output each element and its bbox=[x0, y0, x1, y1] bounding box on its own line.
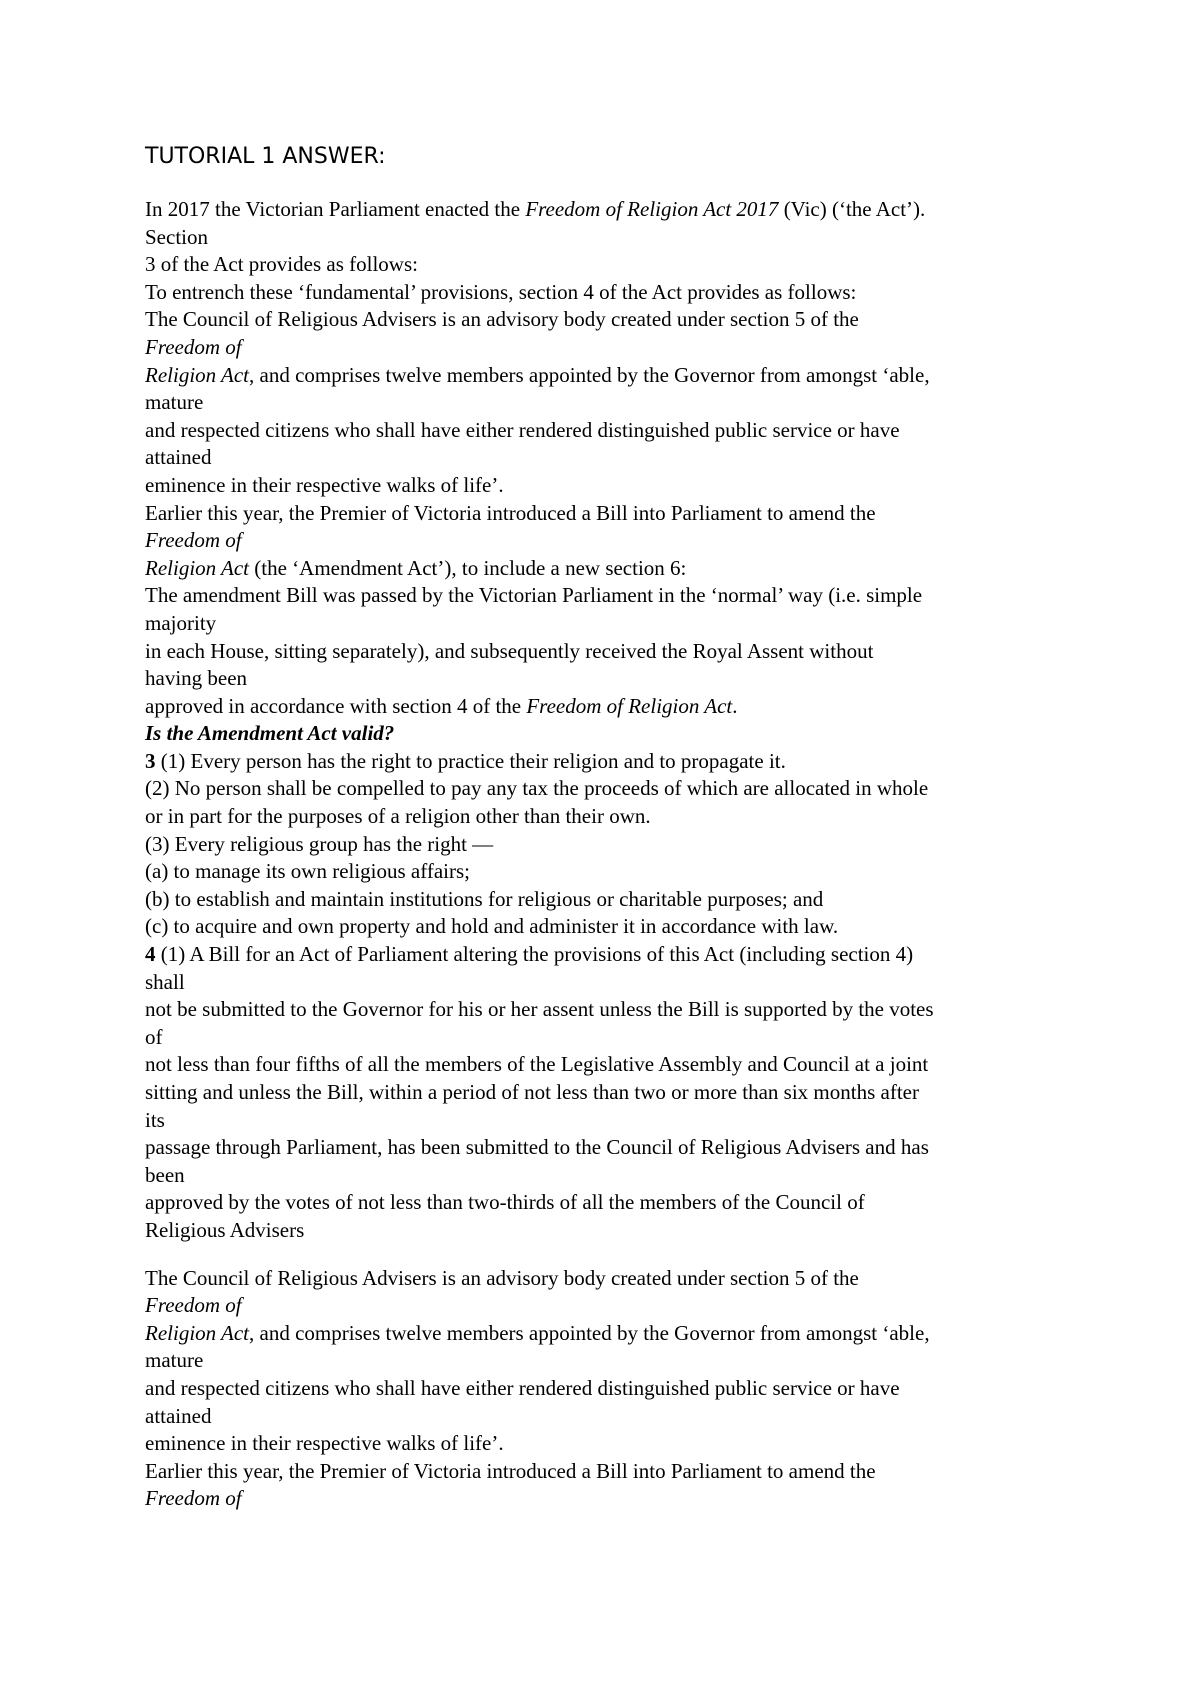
text-line bbox=[145, 1292, 1145, 1320]
text-line bbox=[145, 610, 1145, 638]
text-line bbox=[145, 693, 1145, 721]
text-run: 4 bbox=[145, 942, 156, 967]
text-run: and respected citizens who shall have either rendered distinguished public service or have bbox=[145, 417, 900, 442]
text-run: passage through Parliament, has been submitted to the Council of Religious Advisers and has bbox=[145, 1135, 929, 1160]
text-line bbox=[145, 1189, 1145, 1217]
text-line bbox=[145, 362, 1145, 390]
text-run: sitting and unless the Bill, within a period of not less than two or more than six months after bbox=[145, 1080, 919, 1104]
text-line bbox=[145, 775, 1145, 803]
text-line bbox=[145, 1051, 1145, 1079]
text-line bbox=[145, 720, 1145, 748]
text-run: (1) Every person has the right to practice their religion and to propagate it. bbox=[155, 748, 786, 773]
text-run: Religion Act bbox=[145, 555, 250, 580]
text-line bbox=[145, 748, 1145, 776]
text-run: shall bbox=[145, 969, 185, 994]
text-run: The amendment Bill was passed by the Victorian Parliament in the ‘normal’ way (i.e. simple bbox=[145, 583, 923, 608]
text-run: Section bbox=[145, 224, 208, 249]
text-run: (b) to establish and maintain institutions for religious or charitable purposes; and bbox=[145, 886, 824, 911]
text-run: of bbox=[145, 1024, 163, 1049]
text-line bbox=[145, 1024, 1145, 1052]
text-line bbox=[145, 500, 1145, 528]
text-line bbox=[145, 224, 1145, 252]
text-line bbox=[145, 886, 1145, 914]
text-line bbox=[145, 1107, 1145, 1135]
text-line bbox=[145, 941, 1145, 969]
text-run: (3) Every religious group has the right — bbox=[145, 831, 494, 856]
text-line bbox=[145, 1162, 1145, 1190]
text-run: (1) A Bill for an Act of Parliament altering the provisions of this Act (including section 4) bbox=[155, 942, 914, 967]
text-line bbox=[145, 1458, 1145, 1486]
text-line bbox=[145, 638, 1145, 666]
text-run: Freedom of bbox=[145, 334, 242, 359]
text-line bbox=[145, 1430, 1145, 1458]
text-line bbox=[145, 389, 1145, 417]
text-line bbox=[145, 306, 1145, 334]
text-run: (a) to manage its own religious affairs; bbox=[145, 859, 471, 884]
text-line bbox=[145, 858, 1145, 886]
text-line bbox=[145, 251, 1145, 279]
document-title: TUTORIAL 1 ANSWER: bbox=[145, 144, 386, 169]
text-run: attained bbox=[145, 445, 212, 470]
text-line bbox=[145, 969, 1145, 997]
text-run: Religious Advisers bbox=[145, 1217, 305, 1242]
text-run: Earlier this year, the Premier of Victoria introduced a Bill into Parliament to amend the bbox=[145, 500, 876, 525]
text-run: , and comprises twelve members appointed by the Governor from amongst ‘able, bbox=[249, 1320, 930, 1345]
text-line bbox=[145, 555, 1145, 583]
text-run: not less than four fifths of all the members of the Legislative Assembly and Council at a joint bbox=[145, 1052, 929, 1077]
text-line bbox=[145, 417, 1145, 445]
text-line bbox=[145, 1079, 1145, 1107]
text-run: Freedom of Religion Act 2017 bbox=[525, 197, 779, 221]
text-run: its bbox=[145, 1107, 165, 1132]
text-run: majority bbox=[145, 610, 217, 635]
text-run: or in part for the purposes of a religion other than their own. bbox=[145, 804, 651, 829]
text-run: In 2017 the Victorian Parliament enacted the bbox=[145, 197, 526, 221]
text-line bbox=[145, 831, 1145, 859]
text-line bbox=[145, 279, 1145, 307]
text-run: The Council of Religious Advisers is an advisory body created under section 5 of the bbox=[145, 1265, 859, 1290]
text-run: , and comprises twelve members appointed by the Governor from amongst ‘able, bbox=[249, 362, 930, 387]
text-run: Freedom of Religion Act bbox=[526, 693, 733, 718]
text-run: 3 bbox=[145, 748, 156, 773]
text-line bbox=[145, 1347, 1145, 1375]
text-run: (c) to acquire and own property and hold and administer it in accordance with law. bbox=[145, 914, 839, 939]
text-run: mature bbox=[145, 1348, 204, 1373]
text-line bbox=[145, 472, 1145, 500]
text-run: Freedom of bbox=[145, 528, 242, 553]
text-run: Freedom of bbox=[145, 1486, 242, 1511]
text-run: (Vic) (‘the Act’). bbox=[778, 197, 926, 221]
text-run: To entrench these ‘fundamental’ provisions, section 4 of the Act provides as follows: bbox=[145, 279, 857, 304]
text-run: Religion Act bbox=[145, 1320, 250, 1345]
text-line bbox=[145, 1134, 1145, 1162]
text-run: (2) No person shall be compelled to pay any tax the proceeds of which are allocated in whole bbox=[145, 776, 929, 801]
text-run: having been bbox=[145, 666, 248, 691]
text-line bbox=[145, 803, 1145, 831]
text-run: eminence in their respective walks of life’. bbox=[145, 472, 504, 497]
document-body bbox=[145, 196, 1145, 1513]
text-line bbox=[145, 996, 1145, 1024]
text-line bbox=[145, 1403, 1145, 1431]
paragraph-gap bbox=[145, 1245, 1145, 1265]
text-line bbox=[145, 665, 1145, 693]
text-line bbox=[145, 334, 1145, 362]
text-run: The Council of Religious Advisers is an advisory body created under section 5 of the bbox=[145, 307, 859, 332]
text-line bbox=[145, 444, 1145, 472]
text-run: approved by the votes of not less than two-thirds of all the members of the Council of bbox=[145, 1190, 865, 1215]
text-run: eminence in their respective walks of life’. bbox=[145, 1431, 504, 1456]
text-run: Is the Amendment Act valid? bbox=[145, 721, 395, 746]
text-run: mature bbox=[145, 390, 204, 415]
text-line bbox=[145, 1375, 1145, 1403]
text-run: in each House, sitting separately), and subsequently received the Royal Assent without bbox=[145, 638, 874, 663]
text-line bbox=[145, 527, 1145, 555]
text-run: Freedom of bbox=[145, 1293, 242, 1318]
text-line bbox=[145, 196, 1145, 224]
text-line bbox=[145, 1320, 1145, 1348]
text-run: Religion Act bbox=[145, 362, 250, 387]
text-run: Earlier this year, the Premier of Victoria introduced a Bill into Parliament to amend the bbox=[145, 1458, 876, 1483]
text-run: approved in accordance with section 4 of the bbox=[145, 693, 527, 718]
text-line bbox=[145, 1485, 1145, 1513]
text-line bbox=[145, 1217, 1145, 1245]
text-run: (the ‘Amendment Act’), to include a new section 6: bbox=[249, 555, 687, 580]
text-line bbox=[145, 582, 1145, 610]
text-line bbox=[145, 913, 1145, 941]
text-run: attained bbox=[145, 1403, 212, 1428]
text-run: not be submitted to the Governor for his or her assent unless the Bill is supported by the votes bbox=[145, 997, 934, 1022]
text-run: 3 of the Act provides as follows: bbox=[145, 252, 418, 277]
text-run: and respected citizens who shall have either rendered distinguished public service or have bbox=[145, 1375, 900, 1400]
text-run: been bbox=[145, 1162, 185, 1187]
text-run: . bbox=[732, 693, 738, 718]
text-line bbox=[145, 1265, 1145, 1293]
